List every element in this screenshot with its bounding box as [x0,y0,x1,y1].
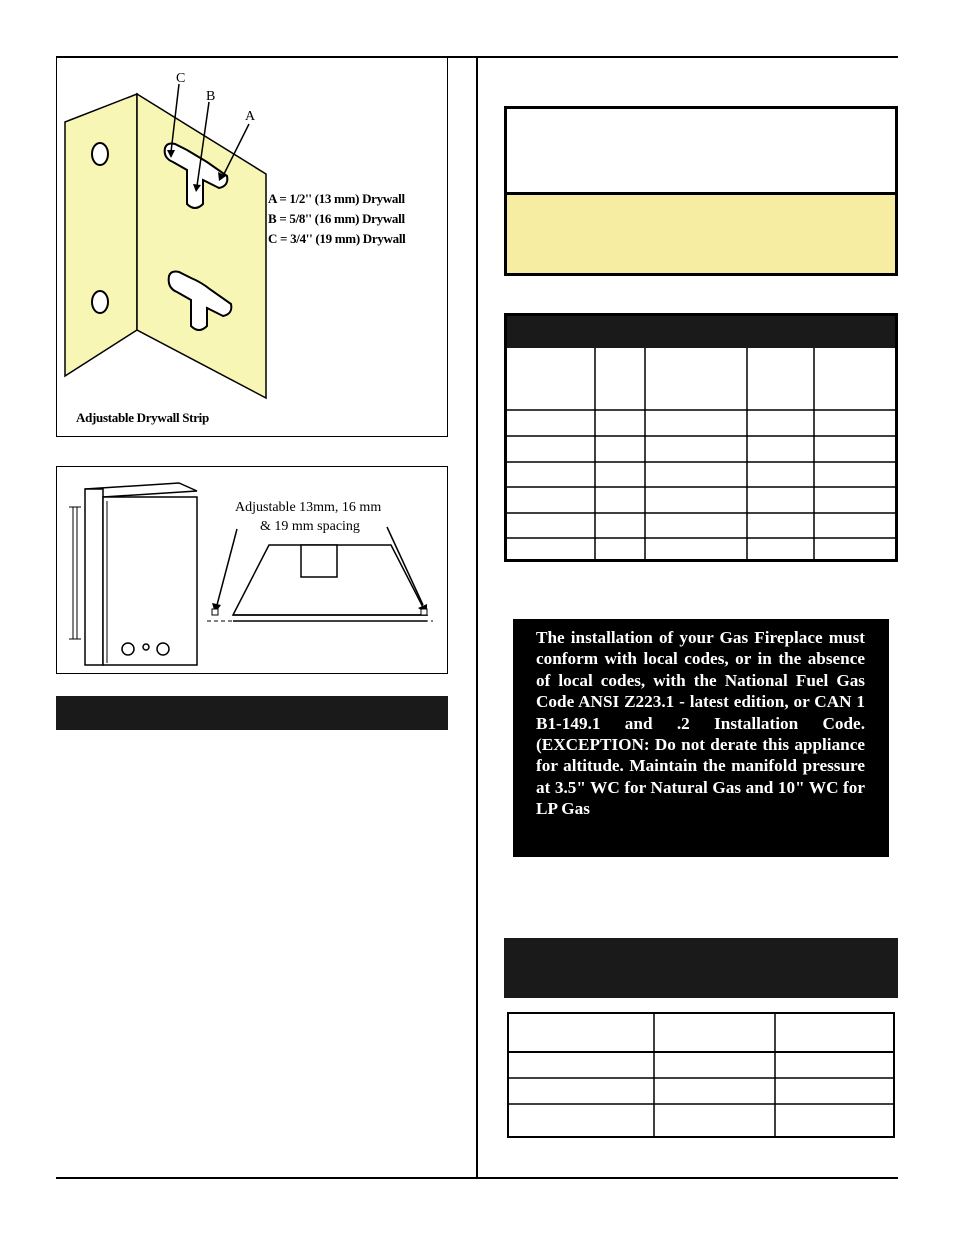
code-notice-text: The installation of your Gas Fireplace must conform with local codes, or in the absence of local codes, with the National Fuel Gas Code ANSI Z223.1 - latest edition, or CAN 1 B1-149.1 and .2 Installation Code. (EXCEPTION: Do not derate this appliance for altitude. Maintain the manifold pressure at 3.5" WC for Natural Gas and 10" WC for LP Gas [536,628,865,819]
warning-box [504,106,898,276]
secondary-table-grid [509,1014,893,1136]
label-a: A [245,109,256,124]
legend-c: C = 3/4'' (19 mm) Drywall [268,231,406,246]
legend-a: A = 1/2'' (13 mm) Drywall [268,191,405,206]
spacing-drawing [57,467,446,672]
spacing-caption-line1: Adjustable 13mm, 16 mm [235,500,382,515]
column-divider [476,56,478,1179]
secondary-table [507,1012,895,1138]
legend-b: B = 5/8'' (16 mm) Drywall [268,211,405,226]
figure1-caption: Adjustable Drywall Strip [76,410,209,425]
code-notice-box [513,619,889,857]
strip-right-panel [137,94,266,398]
cabinet-front [103,497,197,665]
strip-hole-top [92,143,108,165]
left-section-header-bar [56,696,448,730]
spec-table [504,313,898,562]
cabinet-side [85,489,103,665]
right-section-header-bar [504,938,898,998]
firebox-vent [301,545,337,577]
spec-table-grid [507,316,895,559]
strip-left-panel [65,94,137,376]
drywall-strip-drawing [57,58,446,435]
spacing-figure [56,466,448,674]
label-b: B [206,89,216,104]
drywall-strip-figure [56,57,448,437]
spacing-caption-line2: & 19 mm spacing [260,519,360,534]
strip-hole-bottom [92,291,108,313]
label-c: C [176,71,186,86]
warning-box-yellow-panel [507,192,895,273]
